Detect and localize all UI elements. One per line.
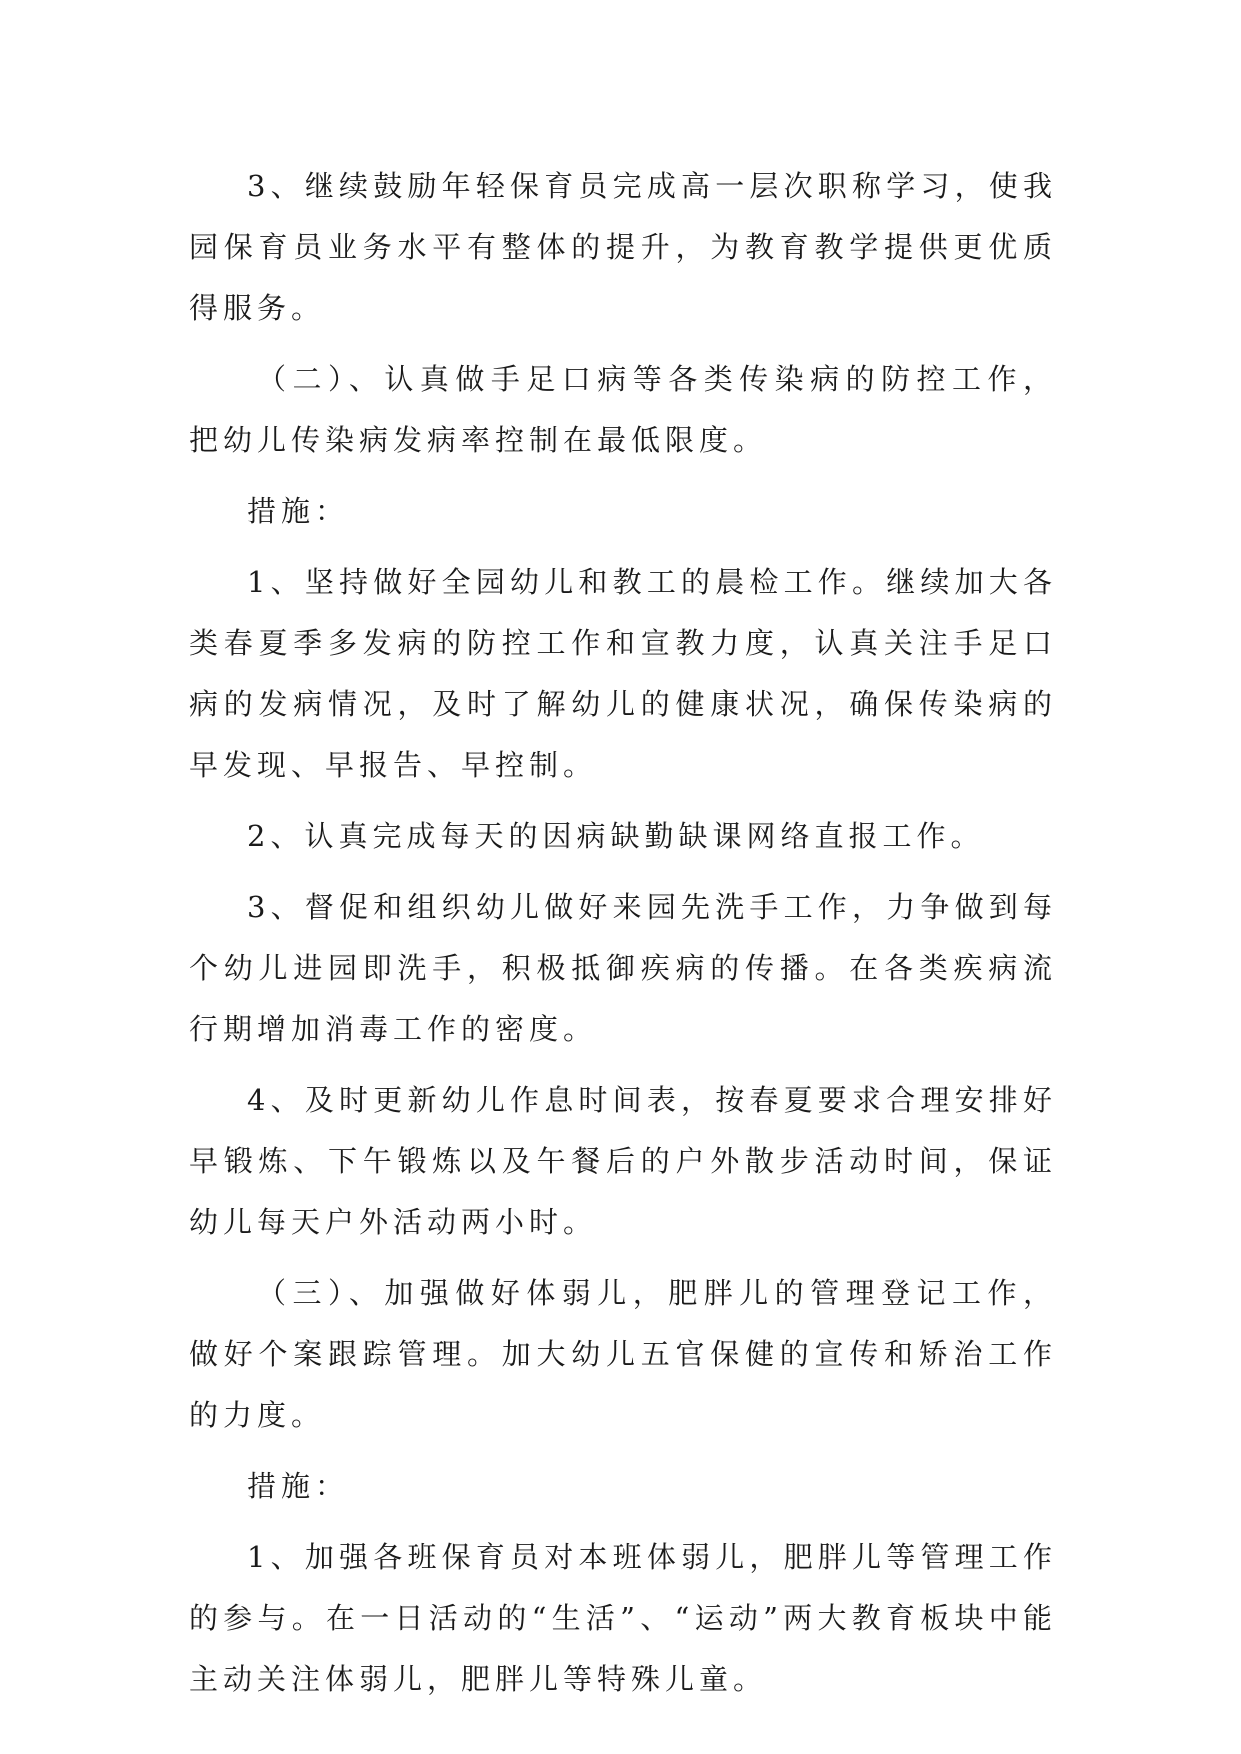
measure-item-1: 1、加强各班保育员对本班体弱儿，肥胖儿等管理工作的参与。在一日活动的“生活”、“运动”两大教育板块中能主动关注体弱儿，肥胖儿等特殊儿童。 — [189, 1540, 1057, 1696]
measure-item-4: 4、及时更新幼儿作息时间表，按春夏要求合理安排好早锻炼、下午锻炼以及午餐后的户外散步活动时间，保证幼儿每天户外活动两小时。 — [189, 1083, 1057, 1239]
measure-item-2: 2、认真完成每天的因病缺勤缺课网络直报工作。 — [247, 819, 985, 853]
document-body — [189, 156, 1057, 1720]
measure-item-3: 3、督促和组织幼儿做好来园先洗手工作，力争做到每个幼儿进园即洗手，积极抵御疾病的传播。在各类疾病流行期增加消毒工作的密度。 — [189, 890, 1057, 1046]
paragraph-item-3-training: 3、继续鼓励年轻保育员完成高一层次职称学习，使我园保育员业务水平有整体的提升，为教育教学提供更优质得服务。 — [189, 169, 1057, 325]
measure-item-1: 1、坚持做好全园幼儿和教工的晨检工作。继续加大各类春夏季多发病的防控工作和宣教力度，认真关注手足口病的发病情况，及时了解幼儿的健康状况，确保传染病的早发现、早报告、早控制。 — [189, 565, 1057, 782]
measures-label: 措施： — [247, 494, 350, 528]
section-heading-3: （三）、加强做好体弱儿，肥胖儿的管理登记工作，做好个案跟踪管理。加大幼儿五官保健的宣传和矫治工作的力度。 — [189, 1276, 1057, 1432]
measures-label: 措施： — [247, 1469, 350, 1503]
section-heading-2: （二）、认真做手足口病等各类传染病的防控工作，把幼儿传染病发病率控制在最低限度。 — [189, 362, 1057, 457]
